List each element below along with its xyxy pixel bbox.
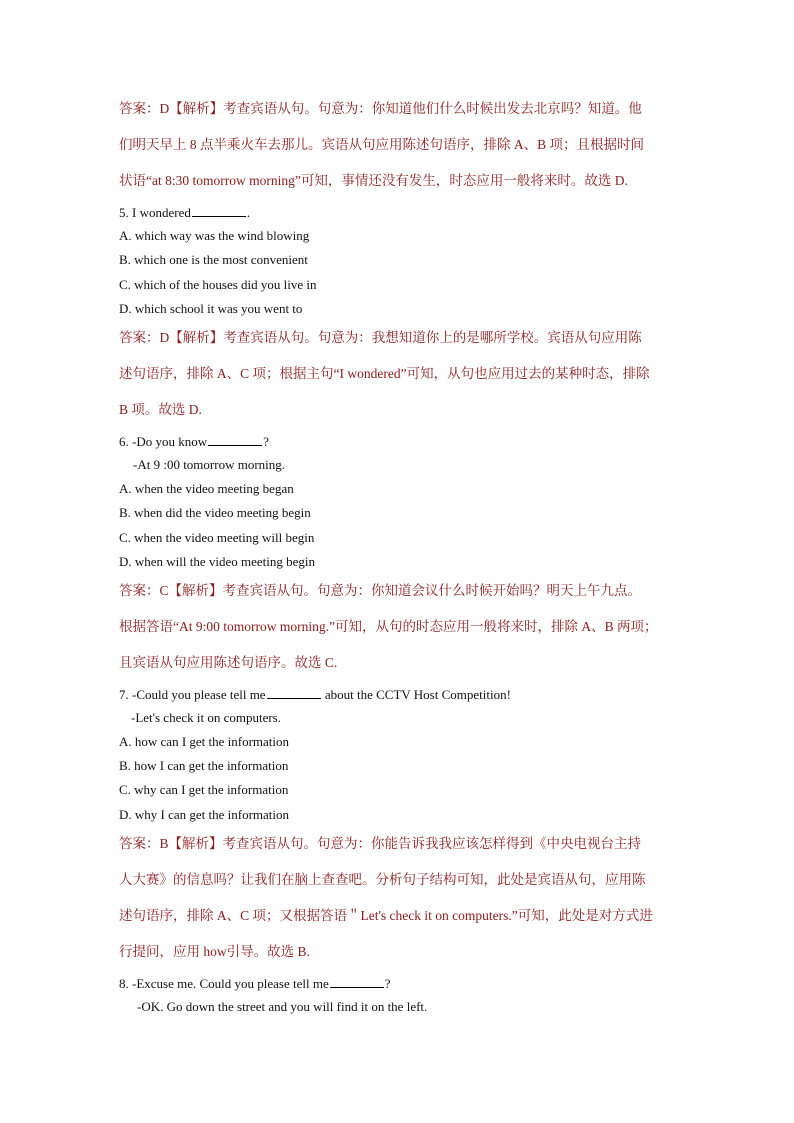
question-8-stem — [119, 975, 391, 992]
question-7-end: about the CCTV Host Competition! — [324, 687, 511, 702]
answer-7-line-4: 行提问，应用 how引导。故选 B. — [119, 944, 310, 959]
answer-5-line-1: 答案：D【解析】考查宾语从句。句意为：我想知道你上的是哪所学校。宾语从句应用陈 — [119, 330, 642, 345]
question-5-option-b: B. which one is the most convenient — [119, 252, 308, 267]
question-6-reply: -At 9 :00 tomorrow morning. — [133, 457, 286, 472]
answer-blank — [267, 686, 321, 699]
question-8-text: 8. -Excuse me. Could you please tell me — [119, 976, 329, 991]
question-7-reply: -Let's check it on computers. — [131, 710, 281, 725]
question-8-reply: -OK. Go down the street and you will find it on the left. — [137, 999, 428, 1014]
question-5-stem — [119, 204, 250, 221]
answer-4-line-1: 答案：D【解析】考查宾语从句。句意为：你知道他们什么时候出发去北京吗？知道。他 — [119, 101, 642, 116]
answer-6-line-1: 答案：C【解析】考查宾语从句。句意为：你知道会议什么时候开始吗？明天上午九点。 — [119, 583, 642, 598]
answer-7-line-1: 答案：B【解析】考查宾语从句。句意为：你能告诉我我应该怎样得到《中央电视台主持 — [119, 836, 642, 851]
question-7-option-b: B. how I can get the information — [119, 758, 289, 773]
answer-6-line-2: 根据答语“At 9:00 tomorrow morning.”可知，从句的时态应用一般将来时，排除 A、B 两项； — [119, 619, 658, 634]
question-6-option-a: A. when the video meeting began — [119, 481, 294, 496]
question-7-stem — [119, 686, 511, 703]
answer-blank — [208, 433, 262, 446]
answer-4-line-3: 状语“at 8:30 tomorrow morning”可知，事情还没有发生，时态应用一般将来时。故选 D. — [119, 173, 628, 188]
question-6-option-d: D. when will the video meeting begin — [119, 554, 316, 569]
answer-5-line-2: 述句语序，排除 A、C 项；根据主句“I wondered”可知，从句也应用过去的某种时态，排除 — [119, 366, 650, 381]
answer-blank — [330, 975, 384, 988]
question-6-text: 6. -Do you know — [119, 434, 208, 449]
question-6-end: ? — [263, 434, 269, 449]
answer-5-line-3: B 项。故选 D. — [119, 402, 202, 417]
question-7-option-c: C. why can I get the information — [119, 782, 289, 797]
question-6-option-c: C. when the video meeting will begin — [119, 530, 315, 545]
question-7-option-a: A. how can I get the information — [119, 734, 290, 749]
question-6-option-b: B. when did the video meeting begin — [119, 505, 311, 520]
answer-blank — [192, 204, 246, 217]
question-8-end: ? — [384, 976, 391, 991]
answer-4-line-2: 们明天早上 8 点半乘火车去那儿。宾语从句应用陈述句语序，排除 A、B 项；且根据时间 — [119, 137, 645, 152]
question-7-option-d: D. why I can get the information — [119, 807, 290, 822]
question-5-text: 5. I wondered — [119, 205, 191, 220]
question-5-end: . — [246, 205, 251, 220]
answer-7-line-3: 述句语序，排除 A、C 项；又根据答语＂Let's check it on computers.”可知，此处是对方式进 — [119, 908, 653, 923]
question-7-text: 7. -Could you please tell me — [119, 687, 266, 702]
answer-6-line-3: 且宾语从句应用陈述句语序。故选 C. — [119, 655, 338, 670]
question-6-stem — [119, 433, 269, 450]
question-5-option-d: D. which school it was you went to — [119, 301, 303, 316]
answer-7-line-2: 人大赛》的信息吗？让我们在脑上查查吧。分析句子结构可知，此处是宾语从句，应用陈 — [119, 872, 646, 887]
question-5-option-a: A. which way was the wind blowing — [119, 228, 310, 243]
question-5-option-c: C. which of the houses did you live in — [119, 277, 317, 292]
